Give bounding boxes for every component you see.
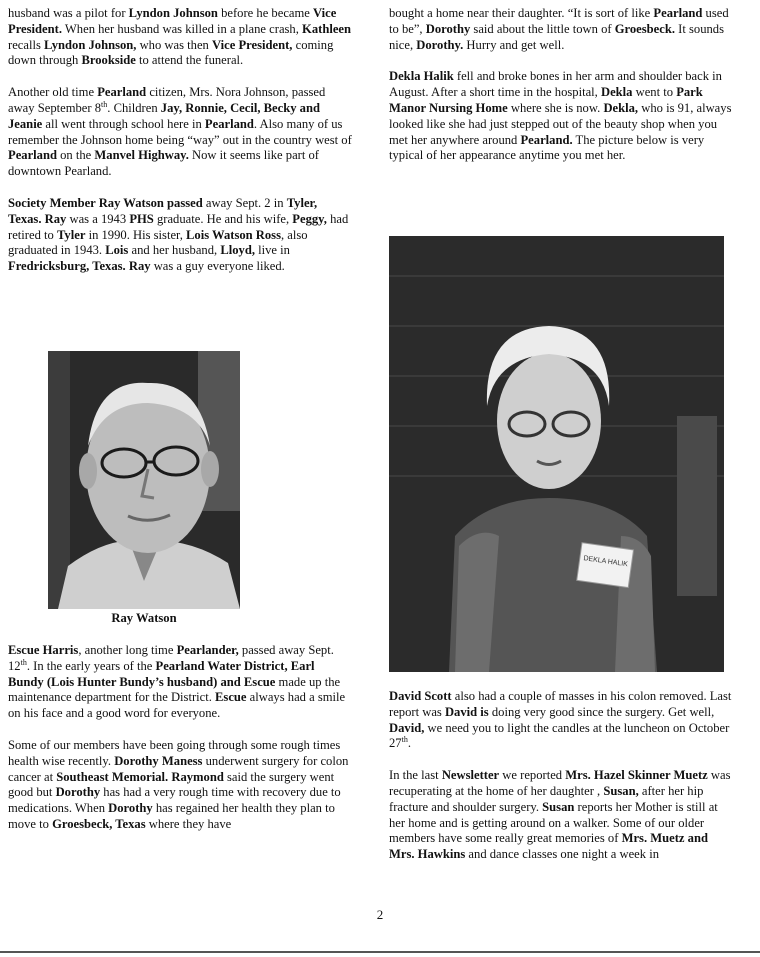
ray-watson-photo (48, 351, 240, 609)
bold-run: Dorothy (55, 785, 101, 800)
bold-run: Groesbeck. (614, 21, 676, 36)
bold-run: Peggy, (292, 211, 327, 226)
bold-run: David, (389, 720, 425, 735)
bold-run: Park Manor Nursing Home (389, 85, 703, 115)
bold-run: Pearland Water District, (155, 658, 288, 673)
bold-run: Vice President. (8, 6, 337, 36)
paragraph-dorothy-maness: Some of our members have been going through some rough times health wise recently. Dorothy Maness underwent surgery for colon cancer at Southeast Memorial. Raymond said the surgery went good but Dorothy has had a very rough time with recovery due to medications. When Dorothy has regained her health they plan to move to Groesbeck, Texas where they have (8, 737, 349, 831)
bold-run: Lyndon Johnson (128, 6, 218, 20)
dekla-name-badge: DEKLA HALIK (582, 555, 629, 569)
bottom-rule (0, 951, 760, 953)
bold-run: Dorothy (425, 21, 471, 36)
paragraph-hazel-muetz: In the last Newsletter we reported Mrs. Hazel Skinner Muetz was recuperating at the home of her daughter , Susan, after her hip fracture and shoulder surgery. Susan reports her Mother is still at her home and is getting around on a walker. Some of our older members have some really great memories of Mrs. Muetz and Mrs. Hawkins and dance classes one night a week in (389, 768, 731, 862)
paragraph-johnson-pilot: husband was a pilot for Lyndon Johnson before he became Vice President. When her husband was killed in a plane crash, Kathleen recalls Lyndon Johnson, who was then Vice President, coming down through Brookside to attend the funeral. (8, 6, 352, 68)
superscript-run: th (101, 99, 108, 109)
bold-run: Manvel Highway. (94, 148, 189, 163)
paragraph-david-scott: David Scott also had a couple of masses in his colon removed. Last report was David is doing very good since the surgery. Get well, David, we need you to light the candles at the luncheon on October 27th. (389, 689, 732, 751)
bold-run: PHS (129, 211, 154, 226)
bold-run: Dekla, (603, 100, 639, 115)
bold-run: Pearland. (520, 132, 573, 147)
superscript-run: th (20, 657, 27, 667)
bold-run: Dekla Halik (389, 69, 454, 84)
bold-run: Ray (44, 211, 67, 226)
bold-run: Susan (542, 799, 575, 814)
paragraph-nora-johnson: Another old time Pearland citizen, Mrs. Nora Johnson, passed away September 8th. Children Jay, Ronnie, Cecil, Becky and Jeanie all went through school here in Pearland. Also many of us remember the Johnson home being “way” out in the country west of Pearland on the Manvel Highway. Now it seems like part of downtown Pearland. (8, 85, 352, 179)
bold-run: Escue (215, 690, 247, 705)
bold-run: Dorothy (108, 801, 153, 816)
paragraph-escue-harris: Escue Harris, another long time Pearlander, passed away Sept. 12th. In the early years of the Pearland Water District, Earl Bundy (Lois Hunter Bundy’s husband) and Escue made up the maintenance department for the District. Escue always had a smile on his face and a good word for everyone. (8, 643, 346, 721)
page-number: 2 (376, 907, 384, 922)
bold-run: Jay, Ronnie, Cecil, Becky and Jeanie (8, 100, 320, 131)
bold-run: Pearland (97, 85, 147, 100)
bold-run: Brookside (81, 53, 136, 68)
bold-run: Mrs. Muetz and Mrs. Hawkins (389, 831, 708, 862)
bold-run: Tyler, Texas. (8, 195, 318, 226)
bold-run: Society Member Ray Watson passed (8, 195, 203, 210)
bold-run: Dorothy Maness (114, 753, 203, 768)
left-column (8, 6, 353, 291)
bold-run: Kathleen (302, 21, 352, 36)
bold-run: Susan, (603, 783, 639, 798)
bold-run: Ray (128, 259, 151, 274)
bold-run: Pearland (204, 116, 254, 131)
bold-run: Lloyd, (220, 243, 255, 258)
bold-run: David Scott (389, 689, 452, 703)
bold-run: David is (444, 704, 489, 719)
paragraph-dekla-halik: Dekla Halik fell and broke bones in her arm and shoulder back in August. After a short time in the hospital, Dekla went to Park Manor Nursing Home where she is now. Dekla, who is 91, always looked like she had just stepped out of the beauty shop when you met her anywhere around Pearland. The picture below is very typical of her appearance anytime you met her. (389, 69, 732, 163)
bold-run: Pearlander, (176, 643, 239, 657)
bold-run: Pearland (653, 6, 703, 20)
bold-run: Lois Watson Ross (186, 227, 281, 242)
bold-run: Raymond (171, 769, 224, 784)
bold-run: Dekla (600, 85, 633, 100)
bold-run: Newsletter (441, 768, 500, 783)
bold-run: Groesbeck, Texas (52, 816, 146, 831)
bold-run: Fredricksburg, Texas. (8, 259, 126, 274)
dekla-halik-photo (389, 236, 724, 672)
bold-run: Earl Bundy (Lois Hunter Bundy’s husband) and Escue (8, 658, 315, 689)
bold-run: Escue Harris (8, 643, 79, 657)
bold-run: Dorothy. (416, 37, 464, 52)
ray-watson-caption: Ray Watson (111, 611, 177, 625)
bold-run: Lyndon Johnson, (44, 37, 137, 52)
right-column (389, 6, 734, 180)
bold-run: Tyler (56, 227, 86, 242)
bold-run: Mrs. Hazel Skinner Muetz (565, 768, 708, 783)
right-column-lower (389, 689, 734, 879)
bold-run: Southeast Memorial. (56, 769, 169, 784)
paragraph-ray-watson: Society Member Ray Watson passed away Sept. 2 in Tyler, Texas. Ray was a 1943 PHS graduate. He and his wife, Peggy, had retired to Tyler in 1990. His sister, Lois Watson Ross, also graduated in 1943. Lois and her husband, Lloyd, live in Fredricksburg, Texas. Ray was a guy everyone liked. (8, 195, 349, 274)
bold-run: Vice President, (212, 37, 293, 52)
bold-run: Pearland (8, 148, 57, 163)
left-column-lower (8, 643, 353, 849)
superscript-run: th (401, 735, 408, 745)
bold-run: Lois (105, 243, 129, 258)
paragraph-groesbeck: bought a home near their daughter. “It is sort of like Pearland used to be”, Dorothy said about the little town of Groesbeck. It sounds nice, Dorothy. Hurry and get well. (389, 6, 729, 52)
